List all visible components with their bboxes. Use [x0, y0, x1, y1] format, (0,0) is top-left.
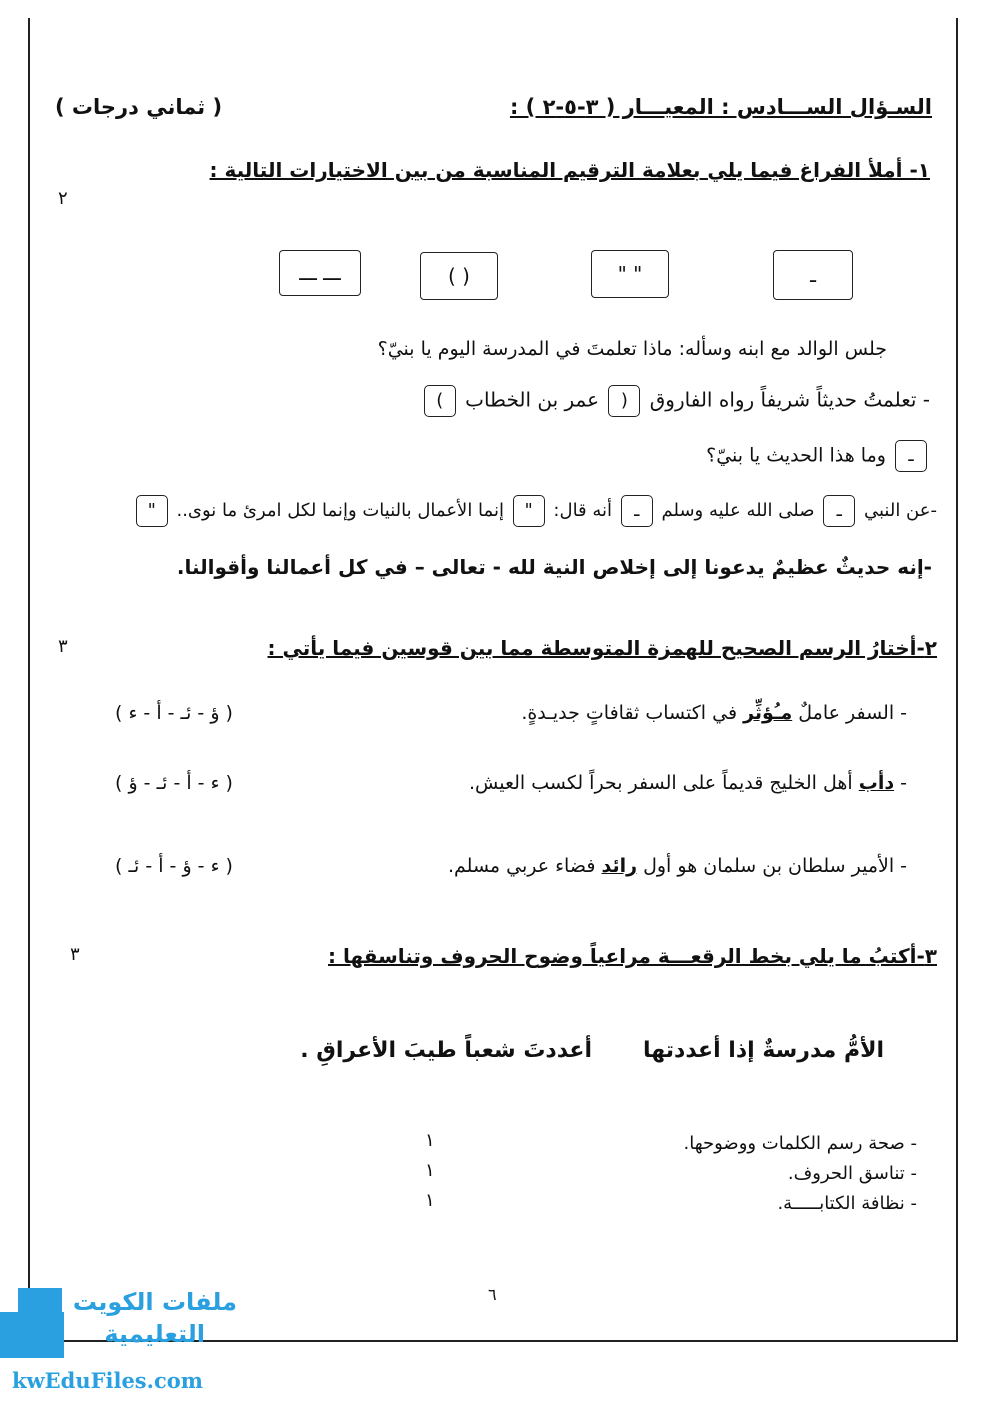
q1-line4-box1: ـ: [823, 495, 855, 527]
verse-first-hemistich: الأمُّ مدرسةٌ إذا أعددتها: [643, 1038, 884, 1063]
q2-item-2-post: أهل الخليج قديماً على السفر بحراً لكسب العيش.: [468, 772, 853, 794]
page-number: ٦: [488, 1285, 497, 1304]
q1-line4-box2: ـ: [621, 495, 653, 527]
q2-item-2-word: دأب: [858, 772, 895, 794]
q2-item-1-pre: - السفر عاملٌ: [798, 702, 907, 724]
q2-item-3-sentence: [448, 855, 907, 877]
q2-item-3-word: رائد: [601, 855, 638, 877]
q2-item-3-choices: ( ء - ؤ - أ - ئـ ): [115, 855, 233, 877]
option-box-dash: ـ: [773, 250, 853, 300]
q1-line4: [133, 495, 937, 527]
q2-item-2-choices: ( ء - أ - ئـ - ؤ ): [115, 772, 233, 794]
q1-title: ١- أملأ الفراغ فيما يلي بعلامة الترقيم المناسبة من بين الاختيارات التالية :: [209, 158, 930, 182]
q3-score: ٣: [70, 944, 80, 965]
criteria-3-label: - نظافة الكتابـــــة.: [777, 1193, 917, 1214]
option-box-double-dash: ـــ ـــ: [279, 250, 361, 296]
q3-title: ٣-أكتبُ ما يلي بخط الرقعـــة مراعياً وضوح الحروف وتناسقها :: [328, 944, 937, 968]
q1-line4-text-a: -عن النبي: [863, 500, 937, 521]
q1-line4-box4: ": [136, 495, 168, 527]
logo-text-line1: ملفات الكويت: [72, 1288, 237, 1316]
q2-item-1-choices: ( ؤ - ئـ - أ - ء ): [115, 702, 233, 724]
q1-line3-text: وما هذا الحديث يا بنيّ؟: [706, 444, 886, 467]
points-label: ( ثماني درجات ): [55, 95, 223, 119]
q1-line5: -إنه حديثٌ عظيمٌ يدعونا إلى إخلاص النية لله - تعالى – في كل أعمالنا وأقوالنا.: [176, 555, 932, 579]
logo-text-line2: التعليمية: [104, 1320, 205, 1348]
q2-item-2-pre: -: [900, 772, 907, 794]
q2-item-1-sentence: [521, 702, 907, 724]
q2-item-1-post: في اكتساب ثقافاتٍ جديـدةٍ.: [521, 702, 738, 724]
question-title: السـؤال الســـادس : المعيـــار ( ٣-٥-٢ ) :: [509, 95, 932, 119]
q1-line2: [421, 385, 930, 417]
q2-item-3-pre: - الأمير سلطان بن سلمان هو أول: [643, 855, 907, 877]
criteria-1-label: - صحة رسم الكلمات ووضوحها.: [683, 1133, 917, 1154]
q2-item-3-post: فضاء عربي مسلم.: [448, 855, 596, 877]
q1-line2-box2: ): [424, 385, 456, 417]
q1-line2-box1: (: [608, 385, 640, 417]
option-box-parentheses: ( ): [420, 252, 498, 300]
q1-line3-box: ـ: [895, 440, 927, 472]
criteria-2-mark: ١: [425, 1160, 435, 1181]
logo-block-bottom: [0, 1312, 64, 1358]
logo-url: kwEduFiles.com: [12, 1368, 203, 1393]
q1-line4-text-d: إنما الأعمال بالنيات وإنما لكل امرئ ما نوى..: [176, 500, 504, 521]
q1-line3: [706, 440, 930, 472]
option-box-quotes: " ": [591, 250, 669, 298]
q1-line2-text-a: - تعلمتُ حديثاً شريفاً رواه الفاروق: [649, 387, 930, 412]
q1-line4-box3: ": [513, 495, 545, 527]
criteria-1-mark: ١: [425, 1130, 435, 1151]
q2-item-1-word: مـُؤثِّر: [743, 702, 793, 724]
q1-line4-text-b: صلى الله عليه وسلم: [661, 500, 815, 521]
verse-second-hemistich: أعددتَ شعباً طيبَ الأعراقِ .: [300, 1038, 592, 1063]
q2-title: ٢-أختارُ الرسم الصحيح للهمزة المتوسطة مما بين قوسين فيما يأتي :: [267, 636, 937, 660]
criteria-3-mark: ١: [425, 1190, 435, 1211]
kwedufiles-logo: [0, 1288, 245, 1398]
criteria-2-label: - تناسق الحروف.: [787, 1163, 917, 1184]
q1-line2-text-b: عمر بن الخطاب: [465, 387, 600, 412]
q1-score: ٢: [58, 188, 68, 209]
q2-item-2-sentence: [469, 772, 907, 794]
q2-score: ٣: [58, 636, 68, 657]
q1-line1: جلس الوالد مع ابنه وسأله: ماذا تعلمتَ في المدرسة اليوم يا بنيّ؟: [377, 338, 887, 360]
q1-line4-text-c: أنه قال:: [553, 500, 613, 521]
